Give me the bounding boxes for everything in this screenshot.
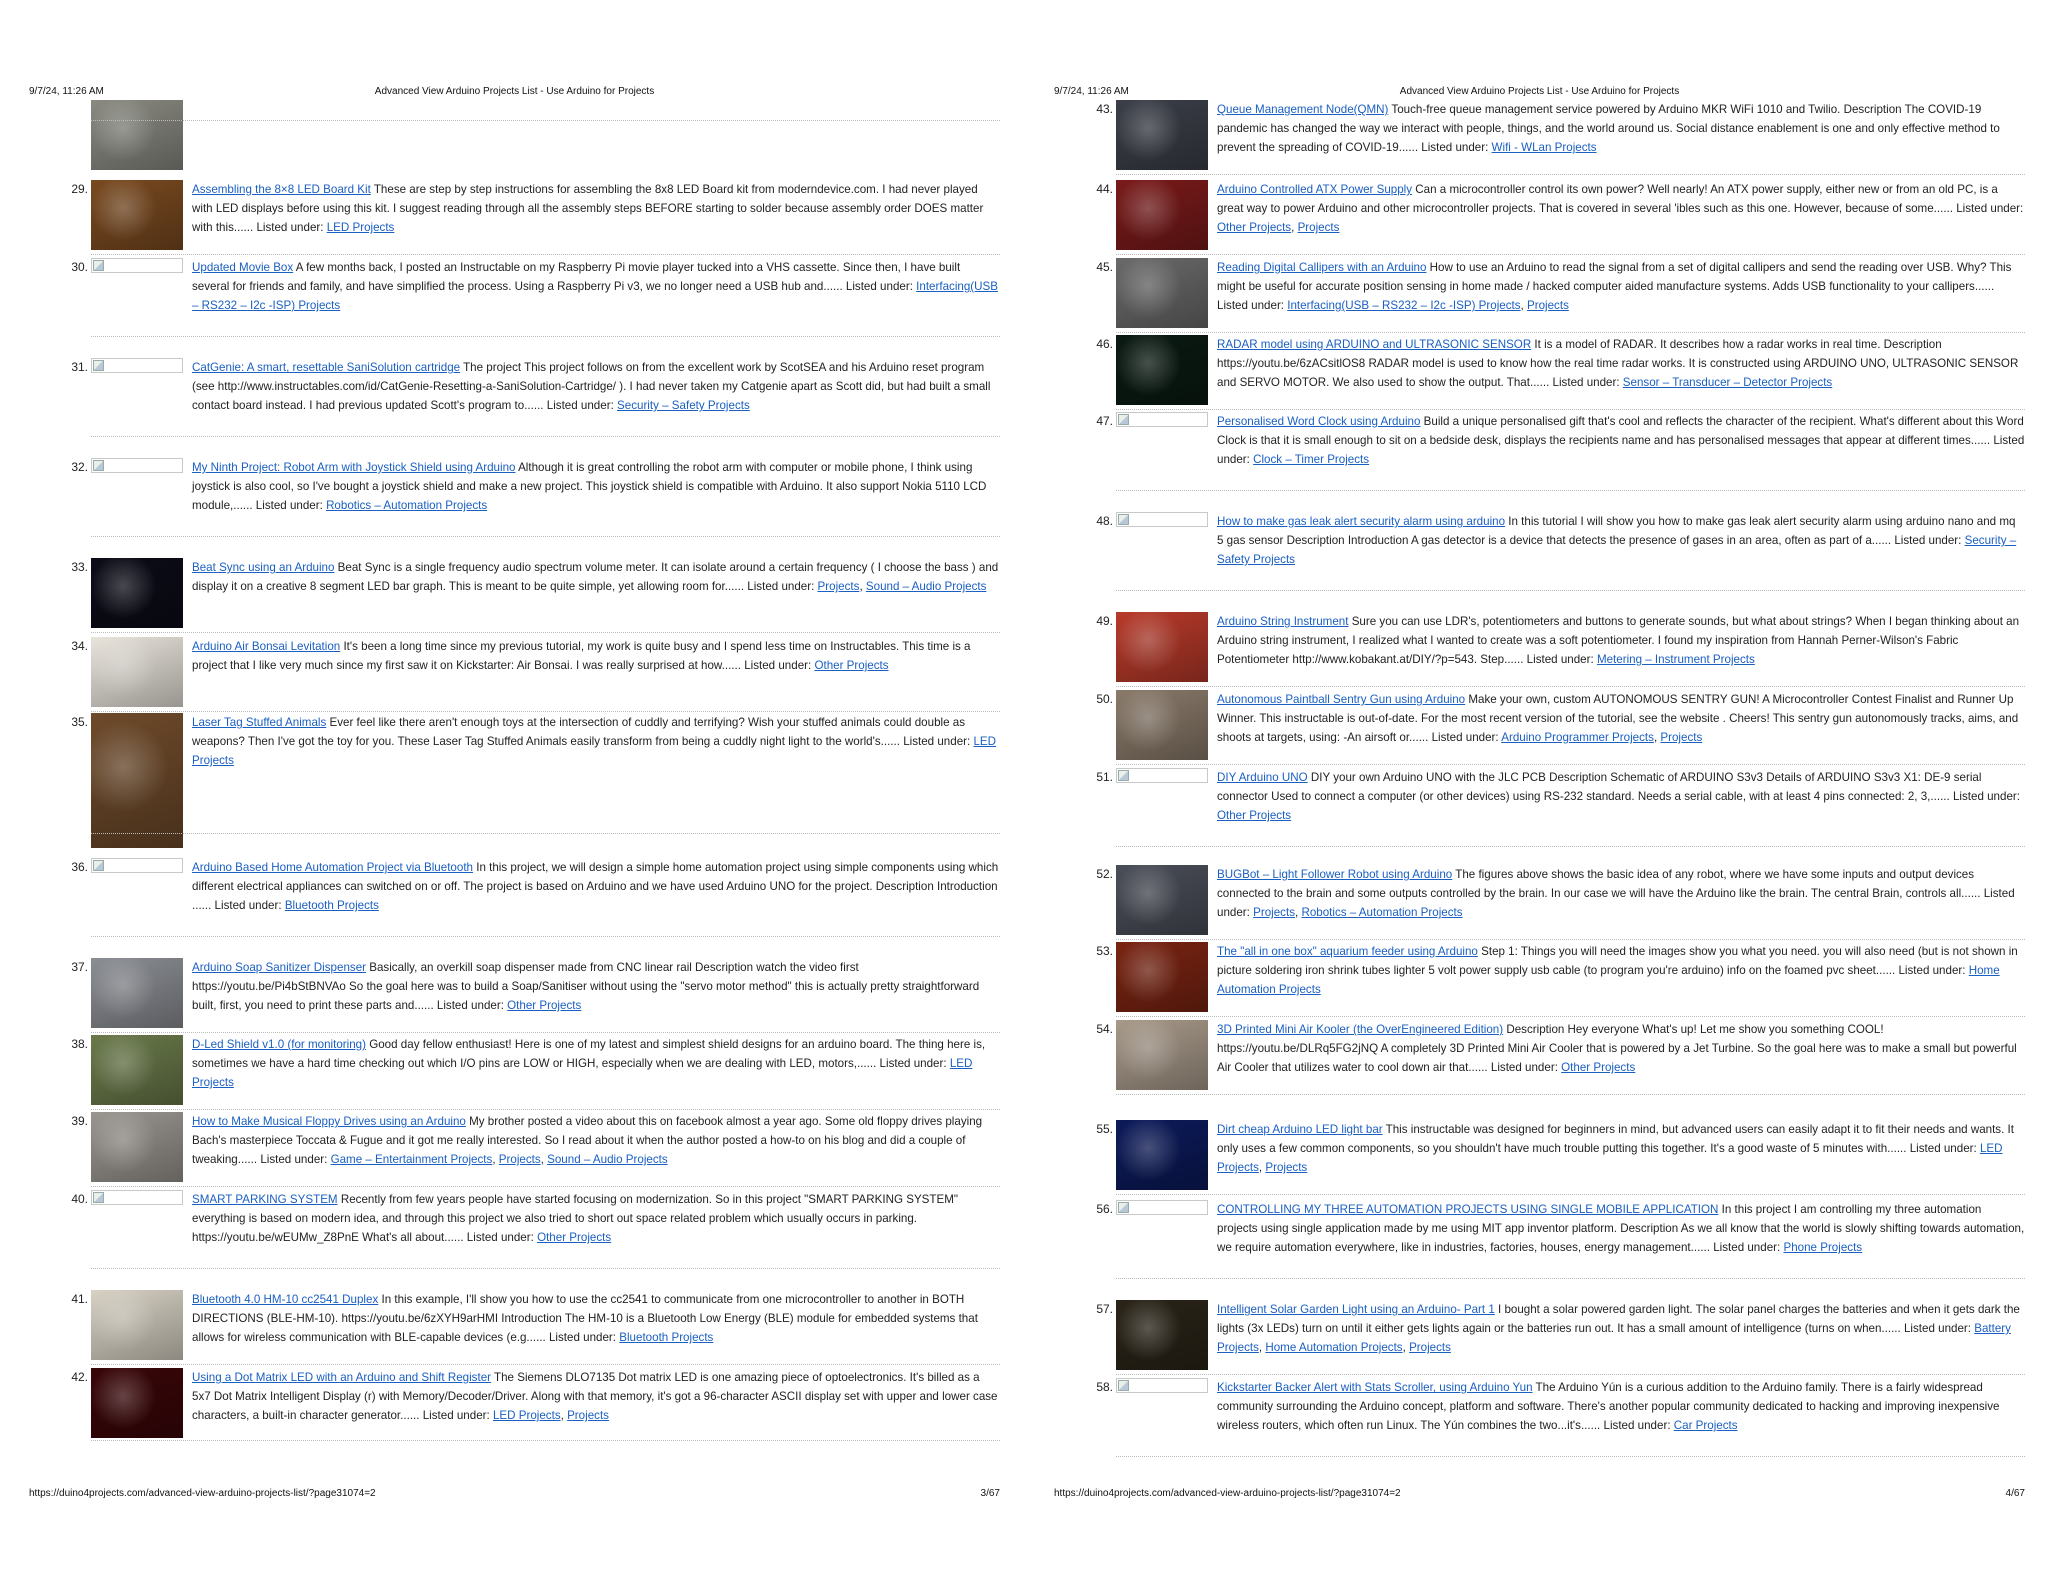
category-link[interactable]: Projects (498, 1153, 541, 1166)
entry-description (192, 258, 1000, 315)
project-title-link[interactable]: 3D Printed Mini Air Kooler (the OverEngineered Edition) (1217, 1023, 1504, 1036)
entry-text: Sure you can use LDR's, potentiometers and buttons to generate sounds, but what about strings? When I began thinking about an Arduino string instrument, I realized what I wanted to create was a soft potentiometer. I found my inspiration from Hannah Perner-Wilson's Fabric Potentiometer http://www.kobakant.at/DIY/?p=543. Step...... (1217, 615, 2020, 666)
entry-number: 41. (71, 1292, 88, 1306)
entry-text: Step 1: Things you will need the images show you what you need. you will also need (but is not shown in picture soldering iron shrink tubes lighter 5 volt power supply usb cable (to program you're arduino) info on the foamed pvc sheet...... (1217, 945, 2018, 977)
entry-separator (91, 1268, 1000, 1269)
project-thumbnail[interactable] (91, 713, 183, 848)
entry-number: 52. (1096, 867, 1113, 881)
project-title-link[interactable]: Personalised Word Clock using Arduino (1217, 415, 1421, 428)
category-link[interactable]: LED Projects (492, 1409, 561, 1422)
project-title-link[interactable]: Queue Management Node(QMN) (1217, 103, 1389, 116)
entry-text: Build a unique personalised gift that's cool and reflects the character of the recipient. What's different about this Word Clock is that it is small enough to sit on a bedside desk, displays the recipients name and has personalised messages that appear at different times...... (1217, 415, 2024, 447)
broken-image-icon[interactable] (1116, 1378, 1208, 1393)
listed-under-label: Listed under: (433, 999, 508, 1012)
listed-under-label: Listed under: (1418, 141, 1492, 154)
entry-text: In this project, we will design a simple home automation project using simple components using which different electrical appliances can switched on or off. The project is based on Arduino and we have used Arduino UNO for the project. Description Introduction ...... (192, 861, 999, 912)
category-link[interactable]: Home Automation Projects (1265, 1341, 1403, 1354)
entry-separator (1116, 1278, 2025, 1279)
category-link[interactable]: Game – Entertainment Projects (330, 1153, 493, 1166)
category-link[interactable]: Bluetooth Projects (619, 1331, 714, 1344)
listed-under-label: Listed under: (744, 580, 818, 593)
entry-separator (91, 120, 1000, 121)
print-timestamp: 9/7/24, 11:26 AM (1054, 86, 1129, 97)
category-link[interactable]: Security – Safety Projects (1217, 534, 2017, 566)
project-title-link[interactable]: BUGBot – Light Follower Robot using Arduino (1217, 868, 1453, 881)
project-thumbnail[interactable] (1116, 180, 1208, 250)
entry-separator (91, 436, 1000, 437)
broken-image-icon[interactable] (1116, 768, 1208, 783)
listed-under-label: Listed under: (1428, 731, 1502, 744)
print-page-number: 4/67 (2005, 1488, 2025, 1499)
entry-description (1217, 512, 2025, 569)
entry-text: Good day fellow enthusiast! Here is one of my latest and simplest shield designs for an arduino board. The thing here is, sometimes we have a hard time checking out which I/O pins are LOW or HIGH, especially when we are dealing with LED, motors,...... (192, 1038, 986, 1070)
entry-text: Basically, an overkill soap dispenser made from CNC linear rail Description watch the video first https://youtu.be/Pi4bStBNVAo So the goal here was to build a Soap/Sanitiser without using the "servo motor method" this is actually pretty straightforward built, first, you need to print these parts and...... (192, 961, 980, 1012)
category-link[interactable]: LED Projects (326, 221, 395, 234)
entry-text: Recently from few years people have started focusing on modernization. So in this project "SMART PARKING SYSTEM" everything is based on modern idea, and through this project we also tried to short out space related problem which usually occurs in parking. https://youtu.be/wEUMw_Z8PnE What's all about...... (192, 1193, 959, 1244)
entry-description (1217, 1378, 2025, 1435)
project-title-link[interactable]: Assembling the 8×8 LED Board Kit (192, 183, 371, 196)
category-link[interactable]: Battery Projects (1217, 1322, 2011, 1354)
entry-description (192, 713, 1000, 770)
project-thumbnail[interactable] (91, 958, 183, 1028)
entry-number: 29. (71, 182, 88, 196)
entry-text: The Arduino Yún is a curious addition to the Arduino family. There is a fairly widespread community surrounding the Arduino concept, platform and software. There's another popular community dedicated to hacking and improving inexpensive wireless routers, which often run Linux. The Yún combines the two...it's...... (1217, 1381, 2000, 1432)
category-link[interactable]: Phone Projects (1783, 1241, 1863, 1254)
entry-number: 56. (1096, 1202, 1113, 1216)
entry-description (1217, 1200, 2025, 1257)
category-link[interactable]: Interfacing(USB – RS232 – I2c -ISP) Projects (192, 280, 998, 312)
entry-number: 45. (1096, 260, 1113, 274)
entry-separator (91, 632, 1000, 633)
project-title-link[interactable]: Arduino Air Bonsai Levitation (192, 640, 341, 653)
entry-number: 34. (71, 639, 88, 653)
listed-under-label: Listed under: (543, 399, 618, 412)
category-link[interactable]: Robotics – Automation Projects (326, 499, 488, 512)
category-link[interactable]: Projects (1660, 731, 1703, 744)
broken-image-icon[interactable] (91, 858, 183, 873)
entry-number: 57. (1096, 1302, 1113, 1316)
broken-image-icon[interactable] (91, 358, 183, 373)
entry-separator (1116, 1374, 2025, 1375)
category-link[interactable]: LED Projects (192, 1057, 973, 1089)
listed-under-label: Listed under: (252, 499, 327, 512)
listed-under-label: Listed under: (1949, 790, 2020, 803)
project-title-link[interactable]: Beat Sync using an Arduino (192, 561, 335, 574)
project-thumbnail[interactable] (91, 100, 183, 170)
project-title-link[interactable]: The "all in one box" aquarium feeder using Arduino (1217, 945, 1478, 958)
project-thumbnail[interactable] (1116, 612, 1208, 682)
entry-number: 42. (71, 1370, 88, 1384)
listed-under-label: Listed under: (257, 1153, 331, 1166)
category-link[interactable]: LED Projects (192, 735, 997, 767)
listed-under-label: Listed under: (899, 735, 974, 748)
listed-under-label: Listed under: (419, 1409, 493, 1422)
listed-under-label: Listed under: (876, 1057, 950, 1070)
entry-number: 49. (1096, 614, 1113, 628)
project-thumbnail[interactable] (1116, 335, 1208, 405)
project-title-link[interactable]: RADAR model using ARDUINO and ULTRASONIC SENSOR (1217, 338, 1532, 351)
project-title-link[interactable]: Kickstarter Backer Alert with Stats Scroller, using Arduino Yun (1217, 1381, 1533, 1394)
entry-separator (1116, 254, 2025, 255)
listed-under-label: Listed under: (545, 1331, 620, 1344)
entry-separator (1116, 490, 2025, 491)
entry-separator (1116, 1094, 2025, 1095)
entry-separator (1116, 686, 2025, 687)
category-link[interactable]: Projects (817, 580, 860, 593)
entry-separator (1116, 1016, 2025, 1017)
project-thumbnail[interactable] (1116, 1300, 1208, 1370)
project-thumbnail[interactable] (91, 558, 183, 628)
entry-separator (91, 536, 1000, 537)
listed-under-label: Listed under: (1217, 434, 2025, 466)
project-title-link[interactable]: How to Make Musical Floppy Drives using an Arduino (192, 1115, 466, 1128)
broken-image-icon[interactable] (91, 458, 183, 473)
category-link[interactable]: Other Projects (1561, 1061, 1636, 1074)
entry-text: This instructable was designed for beginners in mind, but advanced users can easily adapt it to fit their needs and wants. It only uses a few common components, so you shouldn't have much trouble putting this together. It's a good waste of 5 minutes with...... (1217, 1123, 2014, 1155)
entry-number: 46. (1096, 337, 1113, 351)
pdf-page-3 (0, 0, 1010, 1582)
listed-under-label: Listed under: (842, 280, 917, 293)
entry-description (192, 1290, 1000, 1347)
print-url: https://duino4projects.com/advanced-view-arduino-projects-list/?page31074=2 (1054, 1488, 1401, 1499)
entry-number: 32. (71, 460, 88, 474)
entry-number: 44. (1096, 182, 1113, 196)
entry-number: 31. (71, 360, 88, 374)
project-title-link[interactable]: Bluetooth 4.0 HM-10 cc2541 Duplex (192, 1293, 379, 1306)
entry-text: A few months back, I posted an Instructable on my Raspberry Pi movie player tucked into a VHS cassette. Since then, I have built several for friends and family, and have simplified the process. Using a Raspberry Pi v3, we no longer need a USB hub and...... (192, 261, 961, 293)
entry-number: 35. (71, 715, 88, 729)
entry-description: Beat Sync using an Arduino Beat Sync is a single frequency audio spectrum volume meter. It can isolate around a certain frequency ( I choose the bass ) and display it on a creative 8 segment LED bar graph. This is meant to be quite simple, yet allowing room for...... Listed under: Projects, Sound – Audio Projects (192, 561, 999, 593)
category-link[interactable]: Other Projects (814, 659, 889, 672)
entry-description (192, 637, 1000, 675)
category-link[interactable]: Interfacing(USB – RS232 – I2c -ISP) Projects (1287, 299, 1521, 312)
category-link[interactable]: Arduino Programmer Projects (1501, 731, 1654, 744)
category-link[interactable]: Car Projects (1673, 1419, 1738, 1432)
entry-text: Touch-free queue management service powered by Arduino MKR WiFi 1010 and Twilio. Description The COVID-19 pandemic has changed the way we interact with people, things, and the world around us. Social distance enablement is one and only effective method to prevent the spreading of COVID-19...... (1217, 103, 2000, 154)
entry-text: I bought a solar powered garden light. The solar panel charges the batteries and when it gets dark the lights (3x LEDs) turn on until it either gets lights again or the batteries run out. It has a small amount of intelligence (turns on when...... (1217, 1303, 2020, 1335)
entry-text: Although it is great controlling the robot arm with computer or mobile phone, I think using joystick is also cool, so I've bought a joystick shield and make a new project. This joystick shield is compatible with Arduino. It also support Nokia 5110 LCD module,...... (192, 461, 987, 512)
project-thumbnail[interactable] (91, 637, 183, 707)
category-link[interactable]: Projects (567, 1409, 609, 1422)
project-thumbnail[interactable] (91, 1112, 183, 1182)
entry-number: 50. (1096, 692, 1113, 706)
entry-description: Intelligent Solar Garden Light using an Arduino- Part 1 I bought a solar powered garden light. The solar panel charges the batteries and when it gets dark the lights (3x LEDs) turn on until it either gets lights again or the batteries run out. It has a small amount of intelligence (turns on when...... Listed under: Battery Projects, Home Automation Projects, Projects (1217, 1303, 2020, 1354)
category-link[interactable]: Projects (1265, 1161, 1308, 1174)
entry-text: Ever feel like there aren't enough toys at the intersection of cuddly and terrifying? Wish your stuffed animals could double as weapons? Then I've got the toy for you. These Laser Tag Stuffed Animals easily transform from being a cuddly night light to the world's...... (192, 716, 966, 748)
entry-number: 54. (1096, 1022, 1113, 1036)
category-link[interactable]: Security – Safety Projects (617, 399, 750, 412)
entry-text: In this tutorial I will show you how to make gas leak alert security alarm using arduino nano and mq 5 gas sensor Description Introduction A gas detector is a device that detects the presence of gases in an area, often as part of a...... (1217, 515, 2016, 547)
entry-separator (1116, 174, 2025, 175)
print-timestamp: 9/7/24, 11:26 AM (29, 86, 104, 97)
listed-under-label: Listed under: (253, 221, 327, 234)
project-thumbnail[interactable] (1116, 1020, 1208, 1090)
entry-description: Using a Dot Matrix LED with an Arduino and Shift Register The Siemens DLO7135 Dot matrix LED is one amazing piece of optoelectronics. It's billed as a 5x7 Dot Matrix Intelligent Display (r) with Memory/Decoder/Driver. Along with that memory, it's got a 96-character ASCII display set with upper and lower case characters, a built-in character generator...... Listed under: LED Projects, Projects (192, 1371, 998, 1422)
listed-under-label: Listed under: (1523, 653, 1597, 666)
category-link[interactable]: Bluetooth Projects (284, 899, 379, 912)
project-title-link[interactable]: Dirt cheap Arduino LED light bar (1217, 1123, 1383, 1136)
entry-text: DIY your own Arduino UNO with the JLC PCB Description Schematic of ARDUINO S3v3 Details of ARDUINO S3v3 X1: DE-9 serial connector Used to connect a computer (or other devices) using RS-232 standard. Needs a serial cable, with at least 4 pins connected: 2, 3,...... (1217, 771, 1982, 803)
category-link[interactable]: Projects (1526, 299, 1569, 312)
entry-number: 36. (71, 860, 88, 874)
entry-number: 58. (1096, 1380, 1113, 1394)
entry-separator (1116, 1194, 2025, 1195)
category-link[interactable]: Clock – Timer Projects (1253, 453, 1370, 466)
entry-description (192, 1035, 1000, 1092)
category-link[interactable]: Projects (1409, 1341, 1451, 1354)
entry-number: 38. (71, 1037, 88, 1051)
print-footer (29, 1488, 1000, 1499)
project-thumbnail[interactable] (91, 1368, 183, 1438)
entry-description (1217, 942, 2025, 999)
entry-separator (1116, 1456, 2025, 1457)
listed-under-label: Listed under: (1217, 299, 1288, 312)
entry-separator (1116, 590, 2025, 591)
print-footer (1054, 1488, 2025, 1499)
listed-under-label: Listed under: (211, 899, 285, 912)
entry-description (1217, 1020, 2025, 1077)
listed-under-label: Listed under: (1906, 1142, 1980, 1155)
project-title-link[interactable]: Intelligent Solar Garden Light using an Arduino- Part 1 (1217, 1303, 1495, 1316)
listed-under-label: Listed under: (1953, 202, 2024, 215)
project-thumbnail[interactable] (91, 1035, 183, 1105)
project-title-link[interactable]: Using a Dot Matrix LED with an Arduino and Shift Register (192, 1371, 492, 1384)
entry-text: The Siemens DLO7135 Dot matrix LED is one amazing piece of optoelectronics. It's billed as a 5x7 Dot Matrix Intelligent Display (r) with Memory/Decoder/Driver. Along with that memory, it's got a 96-character ASCII display set with upper and lower case characters, a built-in character generator...... (192, 1371, 998, 1422)
entry-text: Make your own, custom AUTONOMOUS SENTRY GUN! A Microcontroller Contest Finalist and Runner Up Winner. This instructable is out-of-date. For the most recent version of the tutorial, see the website . Cheers! This sentry gun autonomously tracks, aims, and shoots at targets, using: -An airsoft or...... (1217, 693, 2019, 744)
category-link[interactable]: Other Projects (1217, 809, 1292, 822)
entry-separator (91, 1032, 1000, 1033)
project-title-link[interactable]: SMART PARKING SYSTEM (192, 1193, 338, 1206)
project-title-link[interactable]: CatGenie: A smart, resettable SaniSolution cartridge (192, 361, 461, 374)
entry-description: Arduino Controlled ATX Power Supply Can a microcontroller control its own power? Well nearly! An ATX power supply, either new or from an old PC, is a great way to power Arduino and other microcontroller projects. That is covered in several 'ibles such as this one. However, because of some...... Listed under: Other Projects, Projects (1217, 183, 2024, 234)
broken-image-icon[interactable] (1116, 1200, 1208, 1215)
entry-description: Reading Digital Callipers with an Arduino How to use an Arduino to read the signal from a set of digital callipers and send the reading over USB. Why? This might be useful for accurate position sensing in home made / hacked computer aided manufacture systems. Adds USB functionality to your callipers...... Listed under: Interfacing(USB – RS232 – I2c -ISP) Projects, Projects (1217, 261, 2012, 312)
project-title-link[interactable]: D-Led Shield v1.0 (for monitoring) (192, 1038, 366, 1051)
entry-text: My brother posted a video about this on facebook almost a year ago. Some old floppy drives playing Bach's masterpiece Toccata & Fugue and it got me really interested. So I read about it when the author posted a how-to on his blog and did a couple of tweaking...... (192, 1115, 983, 1166)
entry-separator (91, 833, 1000, 834)
project-title-link[interactable]: How to make gas leak alert security alarm using arduino (1217, 515, 1506, 528)
project-title-link[interactable]: DIY Arduino UNO (1217, 771, 1308, 784)
entry-description (192, 358, 1000, 415)
entry-separator (1116, 764, 2025, 765)
project-title-link[interactable]: Arduino Based Home Automation Project via Bluetooth (192, 861, 473, 874)
entry-description (1217, 335, 2025, 392)
entry-description (192, 1190, 1000, 1247)
listed-under-label: Listed under: (1891, 534, 1965, 547)
project-title-link[interactable]: Arduino String Instrument (1217, 615, 1349, 628)
broken-image-icon[interactable] (1116, 512, 1208, 527)
category-link[interactable]: Home Automation Projects (1217, 964, 2000, 996)
project-thumbnail[interactable] (1116, 865, 1208, 935)
entry-separator (1116, 332, 2025, 333)
print-page-title: Advanced View Arduino Projects List - Use Arduino for Projects (374, 86, 655, 97)
print-page-title: Advanced View Arduino Projects List - Use Arduino for Projects (1399, 86, 1680, 97)
entry-separator (91, 1440, 1000, 1441)
entry-separator (91, 1109, 1000, 1110)
entry-description (1217, 100, 2025, 157)
pdf-page-4 (1025, 0, 2035, 1582)
listed-under-label: Listed under: (1549, 376, 1623, 389)
project-title-link[interactable]: Arduino Soap Sanitizer Dispenser (192, 961, 367, 974)
category-link[interactable]: Metering – Instrument Projects (1596, 653, 1755, 666)
listed-under-label: Listed under: (1217, 887, 2015, 919)
entry-text: The project This project follows on from the excellent work by ScotSEA and his Arduino reset program (see http://www.instructables.com/id/CatGenie-Resetting-a-SaniSolution-Cartridge/ ). I had never taken my Catgenie apart as Scott did, but had built a small contact board instead. I had previous updated Scott's program to...... (192, 361, 991, 412)
entry-text: Description Hey everyone What's up! Let me show you something COOL! https://youtu.be/DLRq5FG2jNQ A completely 3D Printed Mini Air Cooler that is powered by a Jet Turbine. So the goal here was to make a small but powerful Air Cooler that utilizes water to cool down air that...... (1217, 1023, 2017, 1074)
project-title-link[interactable]: Updated Movie Box (192, 261, 294, 274)
entry-text: The figures above shows the basic idea of any robot, where we have some inputs and output devices connected to the brain and some outputs controlled by the brain. In our case we will have the Arduino like the brain. The central Brain, controls all...... (1217, 868, 1981, 900)
project-thumbnail[interactable] (1116, 1120, 1208, 1190)
project-title-link[interactable]: Laser Tag Stuffed Animals (192, 716, 327, 729)
entry-text: It is a model of RADAR. It describes how a radar works in real time. Description https://youtu.be/6zACsitlOS8 RADAR model is used to know how the real time radar works. It is constructed using ARDUINO UNO, ULTRASONIC SENSOR and SERVO MOTOR. We also used to show the output. That...... (1217, 338, 2019, 389)
entry-separator (91, 711, 1000, 712)
entry-description (1217, 612, 2025, 669)
entry-number: 53. (1096, 944, 1113, 958)
entry-separator (91, 1186, 1000, 1187)
entry-number: 51. (1096, 770, 1113, 784)
category-link[interactable]: Sensor – Transducer – Detector Projects (1622, 376, 1833, 389)
project-title-link[interactable]: My Ninth Project: Robot Arm with Joystick Shield using Arduino (192, 461, 516, 474)
category-link[interactable]: Sound – Audio Projects (865, 580, 987, 593)
project-thumbnail[interactable] (1116, 942, 1208, 1012)
entry-text: Can a microcontroller control its own power? Well nearly! An ATX power supply, either new or from an old PC, is a great way to power Arduino and other microcontroller projects. That is covered in several 'ibles such as this one. However, because of some...... (1217, 183, 1998, 215)
entry-description: How to Make Musical Floppy Drives using an Arduino My brother posted a video about this on facebook almost a year ago. Some old floppy drives playing Bach's masterpiece Toccata & Fugue and it got me really interested. So I read about it when the author posted a how-to on his blog and did a couple of tweaking...... Listed under: Game – Entertainment Projects, Projects, Sound – Audio Projects (192, 1115, 983, 1166)
category-link[interactable]: Other Projects (507, 999, 582, 1012)
entry-separator (1116, 846, 2025, 847)
category-link[interactable]: Other Projects (1217, 221, 1292, 234)
entry-text: Beat Sync is a single frequency audio spectrum volume meter. It can isolate around a certain frequency ( I choose the bass ) and display it on a creative 8 segment LED bar graph. This is meant to be quite simple, yet allowing room for...... (192, 561, 999, 593)
category-link[interactable]: Projects (1253, 906, 1295, 919)
entry-description (1217, 768, 2025, 825)
entry-number: 39. (71, 1114, 88, 1128)
listed-under-label: Listed under: (1895, 964, 1969, 977)
entry-separator (91, 936, 1000, 937)
entry-number: 30. (71, 260, 88, 274)
project-thumbnail[interactable] (91, 1290, 183, 1360)
category-link[interactable]: Robotics – Automation Projects (1301, 906, 1463, 919)
listed-under-label: Listed under: (1487, 1061, 1562, 1074)
entry-separator (91, 336, 1000, 337)
entry-number: 55. (1096, 1122, 1113, 1136)
project-thumbnail[interactable] (91, 180, 183, 250)
category-link[interactable]: LED Projects (1217, 1142, 2003, 1174)
entry-separator (1116, 939, 2025, 940)
entry-text: In this project I am controlling my three automation projects using single application made by me using MIT app inventor platform. Description As we all know that the world is slowly shifting towards automation, we require automation everywhere, like in industries, factories, houses, energy management...... (1217, 1203, 2025, 1254)
listed-under-label: Listed under: (1600, 1419, 1674, 1432)
broken-image-icon[interactable] (1116, 412, 1208, 427)
entry-description: Dirt cheap Arduino LED light bar This instructable was designed for beginners in mind, but advanced users can easily adapt it to fit their needs and wants. It only uses a few common components, so you shouldn't have much trouble putting this together. It's a good waste of 5 minutes with...... Listed under: LED Projects, Projects (1217, 1123, 2014, 1174)
entry-number: 33. (71, 560, 88, 574)
broken-image-icon[interactable] (91, 258, 183, 273)
entry-description: Autonomous Paintball Sentry Gun using Arduino Make your own, custom AUTONOMOUS SENTRY GUN! A Microcontroller Contest Finalist and Runner Up Winner. This instructable is out-of-date. For the most recent version of the tutorial, see the website . Cheers! This sentry gun autonomously tracks, aims, and shoots at targets, using: -An airsoft or...... Listed under: Arduino Programmer Projects, Projects (1217, 693, 2019, 744)
project-title-link[interactable]: Arduino Controlled ATX Power Supply (1217, 183, 1413, 196)
entry-description (192, 180, 1000, 237)
category-link[interactable]: Sound – Audio Projects (547, 1153, 668, 1166)
entry-description (192, 958, 1000, 1015)
entry-text: These are step by step instructions for assembling the 8x8 LED Board kit from moderndevice.com. I had never played with LED displays before using this kit. I suggest reading through all the assembly steps BEFORE starting to solder because assembly order DOES matter with this...... (192, 183, 984, 234)
entry-separator (1116, 409, 2025, 410)
listed-under-label: Listed under: (1709, 1241, 1784, 1254)
entry-number: 47. (1096, 414, 1113, 428)
listed-under-label: Listed under: (740, 659, 815, 672)
category-link[interactable]: Projects (1297, 221, 1340, 234)
entry-number: 40. (71, 1192, 88, 1206)
entry-number: 43. (1096, 102, 1113, 116)
entry-description (1217, 412, 2025, 469)
project-thumbnail[interactable] (1116, 100, 1208, 170)
project-title-link[interactable]: CONTROLLING MY THREE AUTOMATION PROJECTS USING SINGLE MOBILE APPLICATION (1217, 1203, 1719, 1216)
project-title-link[interactable]: Autonomous Paintball Sentry Gun using Arduino (1217, 693, 1466, 706)
entry-text: How to use an Arduino to read the signal from a set of digital callipers and send the reading over USB. Why? This might be useful for accurate position sensing in home made / hacked computer aided manufacture systems. Adds USB functionality to your callipers...... (1217, 261, 2012, 293)
entry-text: It's been a long time since my previous tutorial, my work is quite busy and I spend less time on Instructables. This time is a project that I like very much since my first saw it on Kickstarter: Air Bonsai. I was really surprised at how...... (192, 640, 971, 672)
category-link[interactable]: Wifi - WLan Projects (1491, 141, 1597, 154)
print-url: https://duino4projects.com/advanced-view-arduino-projects-list/?page31074=2 (29, 1488, 376, 1499)
entry-description (192, 858, 1000, 915)
project-title-link[interactable]: Reading Digital Callipers with an Arduino (1217, 261, 1427, 274)
entry-text: In this example, I'll show you how to use the cc2541 to communicate from one microcontroller to another in BOTH DIRECTIONS (BLE-HM-10). https://youtu.be/6zXYH9arHMI Introduction The HM-10 is a Bluetooth Low Energy (BLE) module for embedded systems that allows for wireless communication with BLE-capable devices (e.g...... (192, 1293, 978, 1344)
print-page-number: 3/67 (980, 1488, 1000, 1499)
project-thumbnail[interactable] (1116, 690, 1208, 760)
entry-description (192, 458, 1000, 515)
listed-under-label: Listed under: (463, 1231, 538, 1244)
entry-number: 48. (1096, 514, 1113, 528)
category-link[interactable]: Other Projects (537, 1231, 612, 1244)
broken-image-icon[interactable] (91, 1190, 183, 1205)
entry-separator (91, 254, 1000, 255)
entry-separator (91, 1364, 1000, 1365)
listed-under-label: Listed under: (1900, 1322, 1975, 1335)
entry-number: 37. (71, 960, 88, 974)
entry-description: BUGBot – Light Follower Robot using Arduino The figures above shows the basic idea of any robot, where we have some inputs and output devices connected to the brain and some outputs controlled by the brain. In our case we will have the Arduino like the brain. The central Brain, controls all...... Listed under: Projects, Robotics – Automation Projects (1217, 868, 2015, 919)
project-thumbnail[interactable] (1116, 258, 1208, 328)
